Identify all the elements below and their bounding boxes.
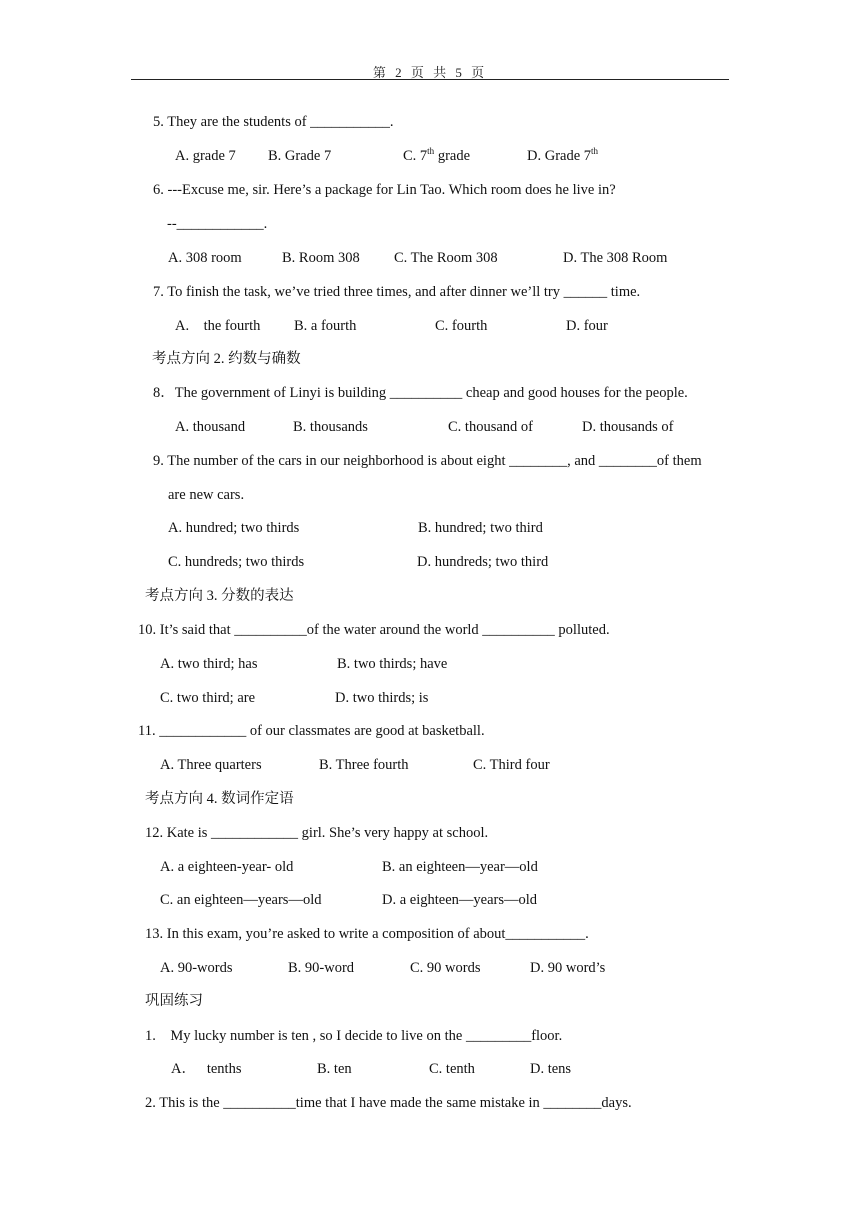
section-heading-practice: 巩固练习 bbox=[145, 993, 203, 1009]
option-8a: A. thousand bbox=[175, 419, 246, 435]
practice-option-1c: C. tenth bbox=[429, 1061, 475, 1077]
option-13c: C. 90 words bbox=[410, 960, 481, 976]
practice-option-1d: D. tens bbox=[530, 1061, 572, 1077]
option-5d-superscript: th bbox=[591, 146, 599, 156]
question-9-continued: are new cars. bbox=[168, 487, 245, 503]
section-heading-3: 考点方向 3. 分数的表达 bbox=[145, 588, 294, 604]
option-5d bbox=[527, 147, 598, 165]
question-12: 12. Kate is ____________ girl. She’s very happy at school. bbox=[145, 825, 489, 841]
section-heading-4: 考点方向 4. 数词作定语 bbox=[145, 791, 294, 807]
option-6c: C. The Room 308 bbox=[394, 250, 498, 266]
option-10b: B. two thirds; have bbox=[337, 656, 448, 672]
option-8d: D. thousands of bbox=[582, 419, 674, 435]
option-5b: B. Grade 7 bbox=[268, 148, 332, 164]
option-5c-text: C. 7 bbox=[403, 148, 428, 164]
option-7c: C. fourth bbox=[435, 318, 488, 334]
option-11b: B. Three fourth bbox=[319, 757, 409, 773]
question-6-answer-line: --____________. bbox=[167, 216, 268, 232]
option-13d: D. 90 word’s bbox=[530, 960, 606, 976]
option-12b: B. an eighteen—year—old bbox=[382, 859, 538, 875]
practice-question-1: 1. My lucky number is ten , so I decide to live on the _________floor. bbox=[145, 1028, 563, 1044]
option-5d-text: D. Grade 7 bbox=[527, 148, 592, 164]
option-8c: C. thousand of bbox=[448, 419, 533, 435]
question-13: 13. In this exam, you’re asked to write a composition of about___________. bbox=[145, 926, 589, 942]
option-10c: C. two third; are bbox=[160, 690, 256, 706]
option-9c: C. hundreds; two thirds bbox=[168, 554, 305, 570]
practice-option-1a: A． tenths bbox=[171, 1061, 242, 1077]
question-6: 6. ---Excuse me, sir. Here’s a package for Lin Tao. Which room does he live in? bbox=[153, 182, 616, 198]
option-9d: D. hundreds; two third bbox=[417, 554, 549, 570]
practice-option-1b: B. ten bbox=[317, 1061, 352, 1077]
option-6d: D. The 308 Room bbox=[563, 250, 668, 266]
option-10d: D. two thirds; is bbox=[335, 690, 429, 706]
option-7a: A. the fourth bbox=[175, 318, 261, 334]
option-12c: C. an eighteen—years—old bbox=[160, 892, 322, 908]
option-5c-suffix: grade bbox=[434, 148, 471, 164]
option-9a: A. hundred; two thirds bbox=[168, 520, 300, 536]
option-6a: A. 308 room bbox=[168, 250, 242, 266]
page-header: 第 2 页 共 5 页 bbox=[372, 65, 488, 80]
option-6b: B. Room 308 bbox=[282, 250, 360, 266]
option-11c: C. Third four bbox=[473, 757, 550, 773]
question-8: 8．The government of Linyi is building __________ cheap and good houses for the people. bbox=[153, 385, 688, 401]
practice-question-2: 2. This is the __________time that I have made the same mistake in ________days. bbox=[145, 1095, 632, 1111]
option-8b: B. thousands bbox=[293, 419, 368, 435]
option-12d: D. a eighteen—years—old bbox=[382, 892, 538, 908]
option-10a: A. two third; has bbox=[160, 656, 258, 672]
option-13a: A. 90-words bbox=[160, 960, 233, 976]
question-11: 11. ____________ of our classmates are good at basketball. bbox=[138, 723, 485, 739]
section-heading-2: 考点方向 2. 约数与确数 bbox=[152, 351, 301, 367]
option-7b: B. a fourth bbox=[294, 318, 357, 334]
question-10: 10. It’s said that __________of the water around the world __________ polluted. bbox=[138, 622, 610, 638]
option-5c-superscript: th bbox=[427, 146, 435, 156]
question-9: 9. The number of the cars in our neighborhood is about eight ________, and ________of them bbox=[153, 453, 702, 469]
option-5a: A. grade 7 bbox=[175, 148, 236, 164]
option-5c bbox=[403, 147, 470, 165]
option-12a: A. a eighteen-year- old bbox=[160, 859, 294, 875]
header-rule bbox=[131, 79, 729, 80]
option-9b: B. hundred; two third bbox=[418, 520, 543, 536]
option-13b: B. 90-word bbox=[288, 960, 355, 976]
option-11a: A. Three quarters bbox=[160, 757, 262, 773]
option-7d: D. four bbox=[566, 318, 608, 334]
question-7: 7. To finish the task, we’ve tried three times, and after dinner we’ll try ______ time. bbox=[153, 284, 641, 300]
question-5: 5. They are the students of ___________. bbox=[153, 114, 394, 130]
